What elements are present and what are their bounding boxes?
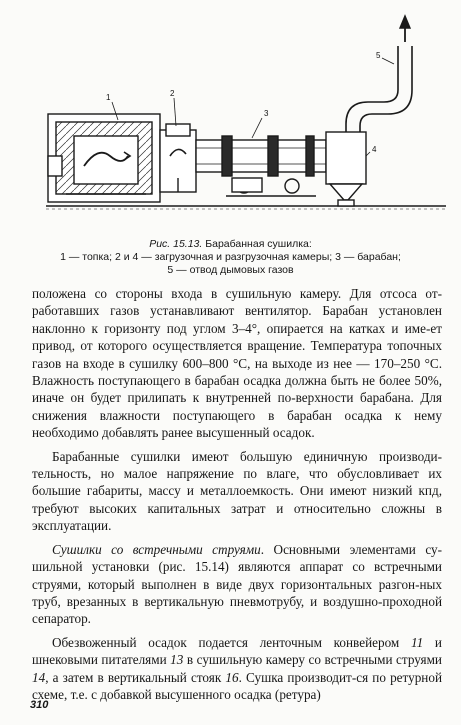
flue-duct [346,16,412,132]
label-1: 1 [106,93,111,102]
drum [196,136,326,196]
label-2: 2 [170,89,175,98]
text-run: Сушилки со встречными струями [52,541,261,557]
text-run: Барабанные сушилки имеют большую единичную производи-тельность, но малое напряжение по влаге, что обусловливает их большие габариты, массу и металлоемкость. Они имеют низкий кпд, требуют высоких капитальных затрат и относительно сложны в эксплуатации. [32,448,442,534]
figure-caption-title [0,238,461,250]
label-4: 4 [372,145,377,154]
furnace [48,114,160,202]
text-run: Обезвоженный осадок подается ленточным конвейером [52,634,411,650]
figure-title: Барабанная сушилка: [205,238,312,250]
label-5: 5 [376,51,381,60]
page-number: 310 [30,699,49,711]
text-run: , а затем в вертикальный стояк [45,669,226,685]
text-run: 13 [170,652,184,668]
text-run: и шнековыми питателями [32,634,442,668]
text-run: в сушильную камеру со встречными струями [183,652,442,668]
unloading-chamber [326,132,366,206]
label-3: 3 [264,109,269,118]
text-run: 11 [410,634,424,650]
figure-legend-line-1: 1 — топка; 2 и 4 — загрузочная и разгрузочная камеры; 3 — барабан; [60,251,401,263]
figure-number: Рис. 15.13. [149,238,203,250]
text-run: . Сушка производит-ся по ретурной схеме, т.е. с добавкой высушенного осадка (ретура) [32,669,443,702]
paragraph [32,448,442,535]
drum-dryer-figure [26,6,446,234]
text-run: 14 [32,669,46,685]
figure-legend-line-2: 5 — отвод дымовых газов [167,264,294,276]
paragraph [32,285,442,442]
text-run: положена со стороны входа в сушильную камеру. Для отсоса от-работавших газов устанавливают вентилятор. Барабан установлен наклонно к горизонту под углом 3–4°, опирается на катках и име-ет привод, от которого осуществляется вращение. Температура топочных газов на входе в сушилку 600–800 °C, на выходе из нее — 170–250 °C. Влажность поступающего в барабан осадка должна быть не более 50%, иначе он будет прилипать к внутренней по-верхности барабана. Для снижения влажности поступающего в барабан осадка к нему необходимо добавлять ранее высушенный осадок. [32,286,442,441]
text-run: 16 [225,669,239,685]
loading-chamber [160,124,196,192]
body-text [32,285,442,709]
text-run: . Основными элементами су-шильной установки (рис. 15.14) являются аппарат со встречными струями, который выполнен в виде двух горизонтальных разгон-ных труб, врезанных в вертикальную пневмотрубу, и воздушно-проходной сепаратор. [32,541,442,627]
paragraph [32,541,442,628]
paragraph [32,634,442,704]
